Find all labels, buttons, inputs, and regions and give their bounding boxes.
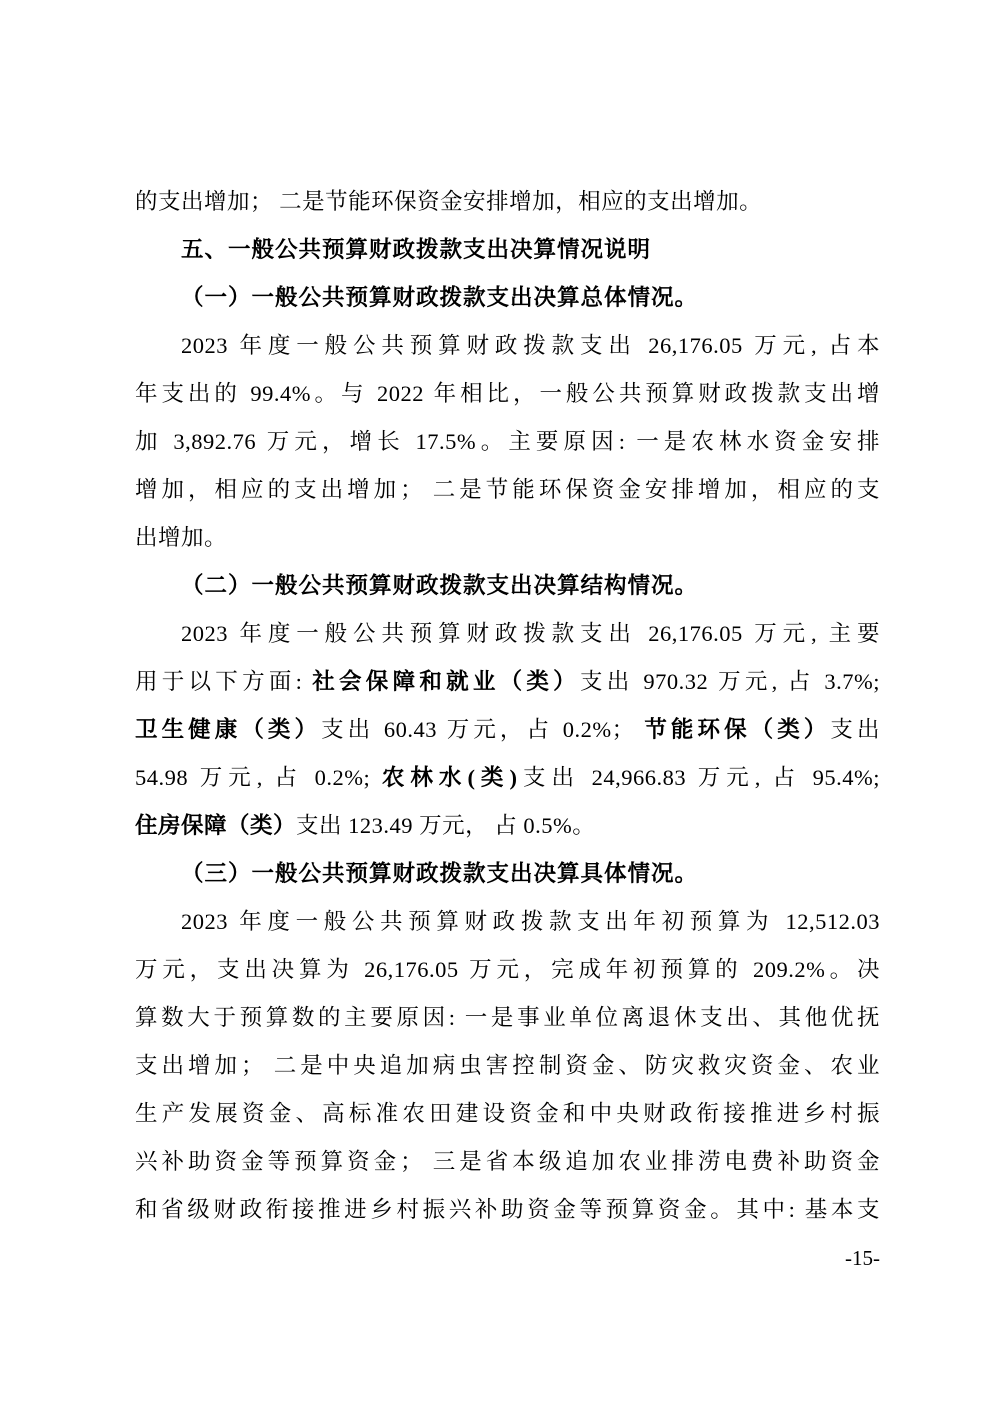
text-line: [135, 466, 880, 514]
text-run: 2023 年度一般公共预算财政拨款支出 26,176.05 万元, 占本: [181, 333, 880, 358]
text-line: [135, 1186, 880, 1234]
bold-text-run: 五、一般公共预算财政拨款支出决算情况说明: [181, 237, 652, 262]
text-line: [135, 994, 880, 1042]
text-run: 兴补助资金等预算资金； 三是省本级追加农业排涝电费补助资金: [135, 1149, 880, 1174]
text-run: 年支出的 99.4%。与 2022 年相比，一般公共预算财政拨款支出增: [135, 381, 880, 406]
text-run: 2023 年度一般公共预算财政拨款支出年初预算为 12,512.03: [181, 909, 880, 934]
heading-line: [135, 850, 880, 898]
text-run: 加 3,892.76 万元，增长 17.5%。主要原因: 一是农林水资金安排: [135, 429, 880, 454]
text-run: 生产发展资金、高标准农田建设资金和中央财政衔接推进乡村振: [135, 1101, 880, 1126]
text-run: 支出增加； 二是中央追加病虫害控制资金、防灾救灾资金、农业: [135, 1053, 880, 1078]
text-run: 和省级财政衔接推进乡村振兴补助资金等预算资金。其中: 基本支: [135, 1197, 880, 1222]
text-run: 万元，支出决算为 26,176.05 万元，完成年初预算的 209.2%。决: [135, 957, 880, 982]
text-line: [135, 1138, 880, 1186]
text-line: [135, 706, 880, 754]
page-number: -15-: [845, 1246, 880, 1270]
text-run: 支出 123.49 万元， 占 0.5%。: [296, 813, 596, 838]
bold-text-run: （二）一般公共预算财政拨款支出决算结构情况。: [181, 573, 699, 598]
text-line: [135, 754, 880, 802]
text-run: 支出 970.32 万元, 占 3.7%;: [579, 669, 880, 694]
text-line: [135, 322, 880, 370]
text-line: [135, 658, 880, 706]
text-run: 支出: [830, 717, 880, 742]
text-line: [135, 610, 880, 658]
text-run: 的支出增加； 二是节能环保资金安排增加，相应的支出增加。: [135, 189, 763, 214]
bold-text-run: （一）一般公共预算财政拨款支出决算总体情况。: [181, 285, 699, 310]
text-run: 用于以下方面:: [135, 669, 313, 694]
heading-line: [135, 274, 880, 322]
document-body: [135, 178, 880, 1234]
bold-text-run: 卫生健康（类）: [135, 717, 322, 742]
bold-text-run: （三）一般公共预算财政拨款支出决算具体情况。: [181, 861, 699, 886]
text-run: 支出 60.43 万元，占 0.2%；: [321, 717, 645, 742]
bold-text-run: 节能环保（类）: [644, 717, 831, 742]
text-run: 2023 年度一般公共预算财政拨款支出 26,176.05 万元, 主要: [181, 621, 880, 646]
text-line: [135, 898, 880, 946]
text-line: [135, 1090, 880, 1138]
text-line: [135, 946, 880, 994]
bold-text-run: 农林水(类): [381, 765, 518, 790]
bold-text-run: 社会保障和就业（类）: [312, 669, 580, 694]
heading-line: [135, 226, 880, 274]
bold-text-run: 住房保障（类）: [135, 813, 297, 838]
text-line: [135, 178, 880, 226]
text-run: 增加，相应的支出增加； 二是节能环保资金安排增加，相应的支: [135, 477, 880, 502]
heading-line: [135, 562, 880, 610]
text-line: [135, 514, 880, 562]
text-line: [135, 1042, 880, 1090]
text-run: 支出 24,966.83 万元, 占 95.4%;: [517, 765, 880, 790]
text-line: [135, 370, 880, 418]
text-run: 54.98 万元, 占 0.2%;: [135, 765, 382, 790]
text-line: [135, 802, 880, 850]
text-run: 出增加。: [135, 525, 228, 550]
text-run: 算数大于预算数的主要原因: 一是事业单位离退休支出、其他优抚: [135, 1005, 880, 1030]
text-line: [135, 418, 880, 466]
